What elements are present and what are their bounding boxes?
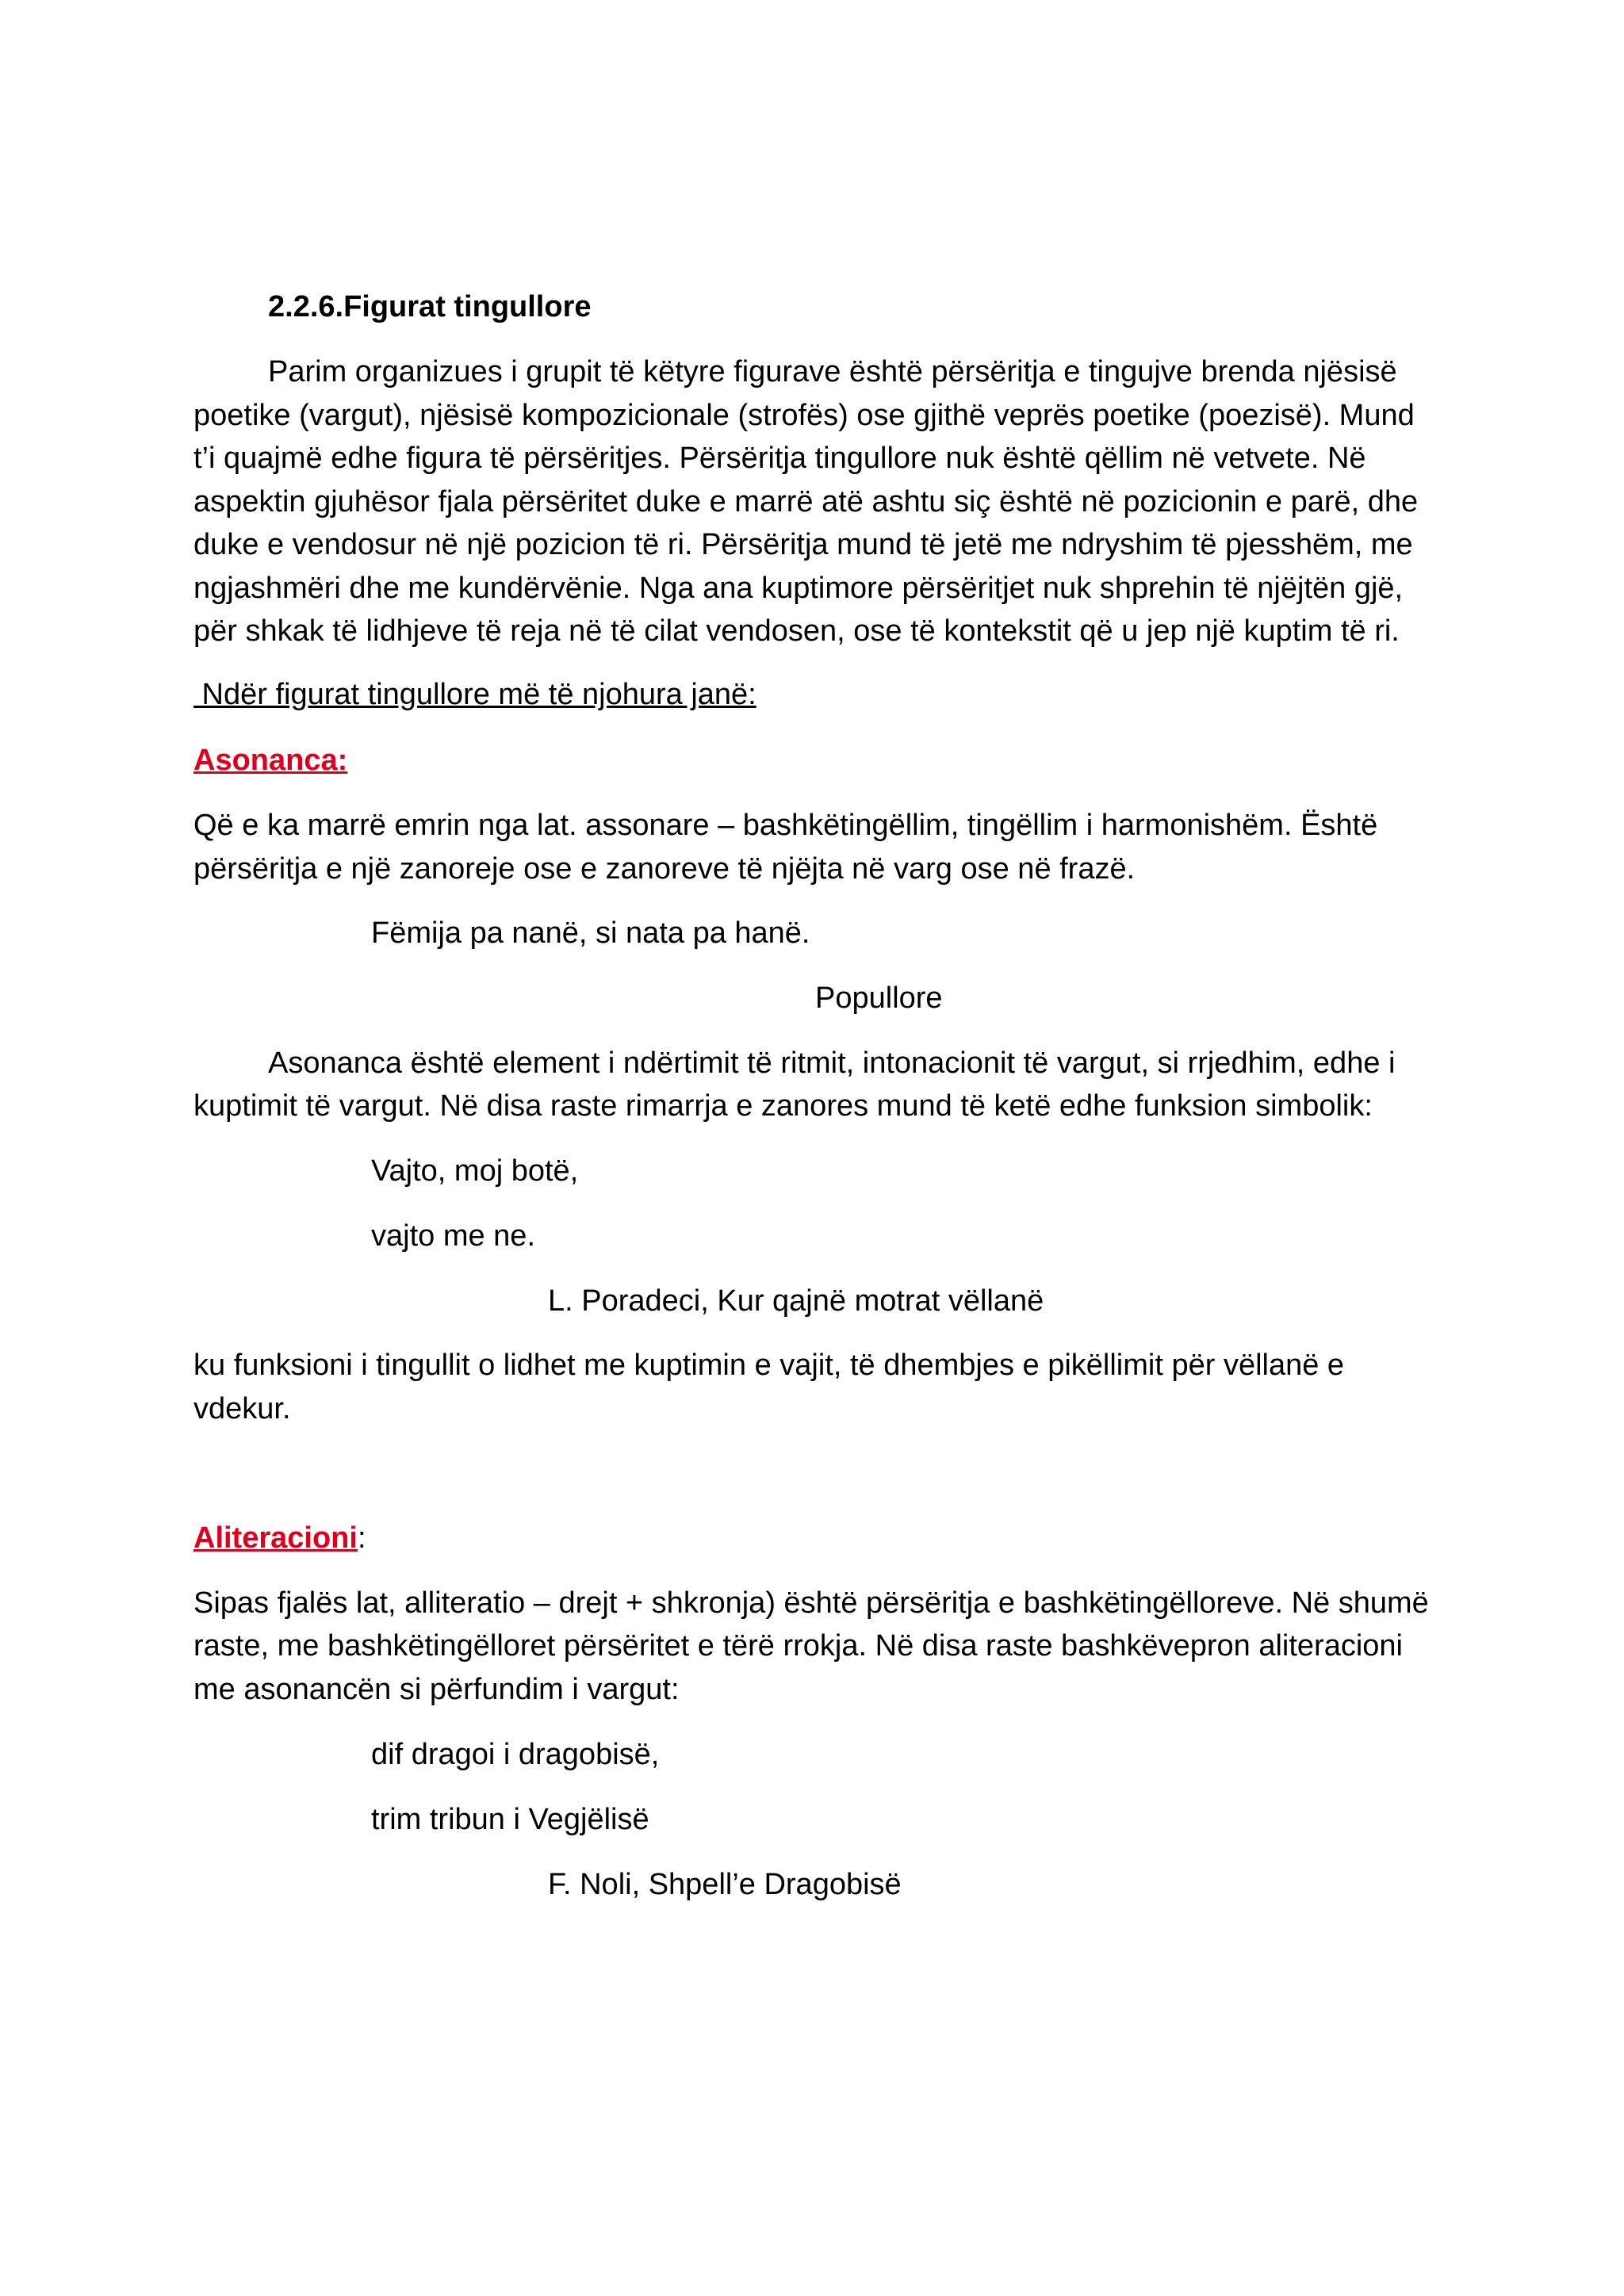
definition-line: Sipas fjalës lat, alliteratio – drejt + shkronja) është përsëritja e bashkëtingëlloreve. Në shumë bbox=[193, 1586, 1429, 1620]
asonanca-example-verse: Fëmija pa nanë, si nata pa hanë. bbox=[371, 916, 810, 950]
definition-line: përsëritja e një zanoreje ose e zanoreve të njëjta në varg ose në frazë. bbox=[193, 852, 1136, 886]
asonanca-verse-source: L. Poradeci, Kur qajnë motrat vëllanë bbox=[548, 1284, 1044, 1318]
intro-line: për shkak të lidhjeve të reja në të cilat vendosen, ose të kontekstit që u jep një kuptim të ri. bbox=[193, 614, 1400, 648]
aliteracioni-term: Aliteracioni bbox=[193, 1521, 358, 1555]
intro-line: duke e vendosur në një pozicion të ri. Përsëritja mund të jetë me ndryshim të pjesshëm, me bbox=[193, 528, 1413, 561]
section-heading: 2.2.6.Figurat tingullore bbox=[268, 290, 592, 323]
aliteracioni-verse-source: F. Noli, Shpell’e Dragobisë bbox=[548, 1868, 902, 1901]
explanation-line: Asonanca është element i ndërtimit të ritmit, intonacionit të vargut, si rrjedhim, edhe i bbox=[268, 1047, 1396, 1080]
aliteracioni-heading bbox=[193, 1523, 366, 1553]
asonanca-term: Asonanca: bbox=[193, 744, 348, 777]
list-intro: Ndër figurat tingullore më të njohura janë: bbox=[193, 678, 756, 711]
definition-line: raste, me bashkëtingëlloret përsëritet e tërë rrokja. Në disa raste bashkëvepron aliteracioni bbox=[193, 1629, 1403, 1663]
conclusion-line: ku funksioni i tingullit o lidhet me kuptimin e vajit, të dhembjes e pikëllimit për vëllanë e bbox=[193, 1349, 1345, 1382]
asonanca-verse-line: Vajto, moj botë, bbox=[371, 1154, 579, 1188]
intro-line: poetike (vargut), njësisë kompozicionale (strofës) ose gjithë veprës poetike (poezisë). Mund bbox=[193, 399, 1415, 432]
intro-line: t’i quajmë edhe figura të përsëritjes. Përsëritja tingullore nuk është qëllim në vetvete. Në bbox=[193, 442, 1366, 475]
intro-line: Parim organizues i grupit të këtyre figurave është përsëritja e tingujve brenda njësisë bbox=[268, 355, 1397, 388]
asonanca-verse-line: vajto me ne. bbox=[371, 1219, 535, 1253]
aliteracioni-colon: : bbox=[357, 1521, 366, 1555]
conclusion-line: vdekur. bbox=[193, 1392, 291, 1425]
intro-line: ngjashmëri dhe me kundërvënie. Nga ana kuptimore përsëritjet nuk shprehin të njëjtën gjë, bbox=[193, 572, 1404, 605]
asonanca-example-source: Popullore bbox=[815, 982, 943, 1015]
aliteracioni-verse-line: dif dragoi i dragobisë, bbox=[371, 1738, 660, 1771]
intro-line: aspektin gjuhësor fjala përsëritet duke e marrë atë ashtu siç është në pozicionin e parë, dhe bbox=[193, 485, 1419, 519]
explanation-line: kuptimit të vargut. Në disa raste rimarrja e zanores mund të ketë edhe funksion simbolik: bbox=[193, 1089, 1373, 1123]
aliteracioni-verse-line: trim tribun i Vegjëlisë bbox=[371, 1803, 649, 1836]
definition-line: me asonancën si përfundim i vargut: bbox=[193, 1673, 680, 1706]
definition-line: Që e ka marrë emrin nga lat. assonare – bashkëtingëllim, tingëllim i harmonishëm. Është bbox=[193, 809, 1378, 842]
